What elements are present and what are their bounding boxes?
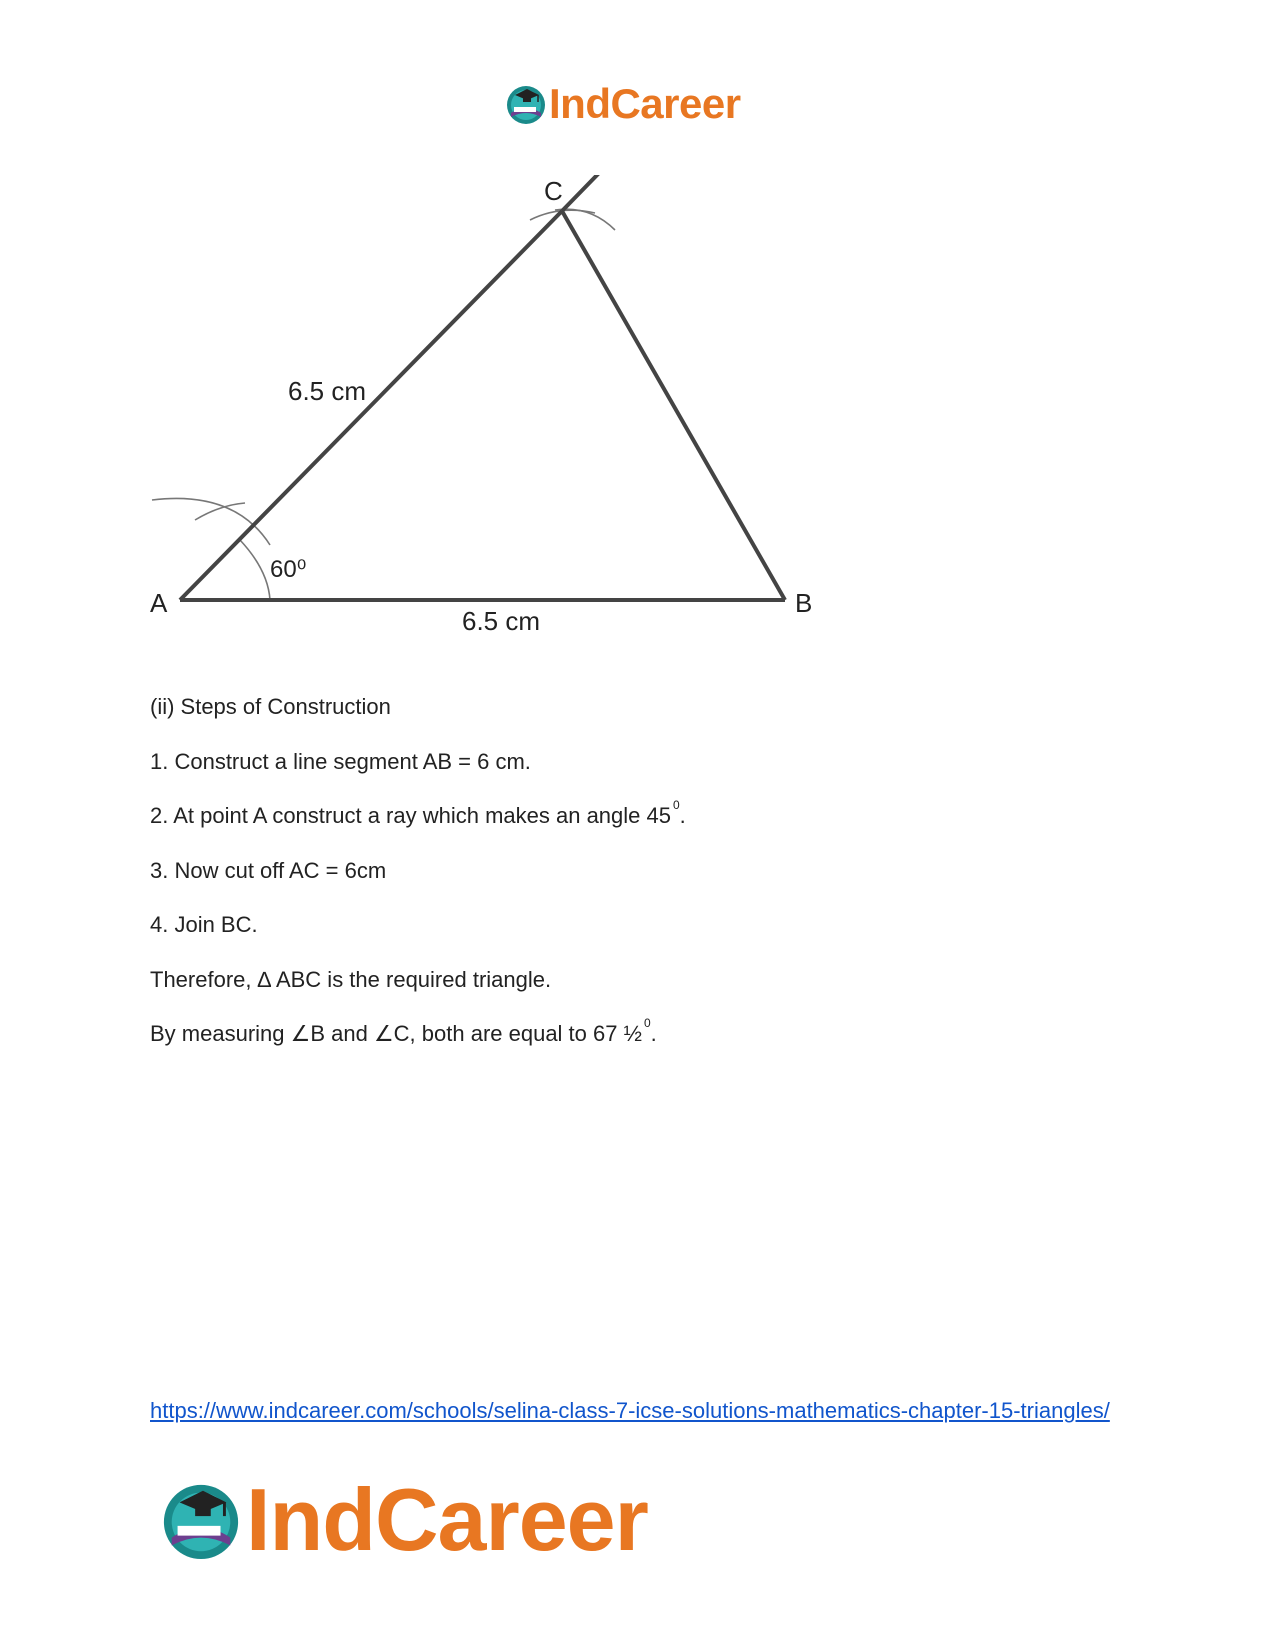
ray-extension [562,175,600,211]
step-4: 4. Join BC. [150,912,258,937]
step-2 [150,798,1150,830]
degree-sup: 0 [672,798,680,812]
vertex-a-label: A [150,588,168,618]
construction-heading: (ii) Steps of Construction [150,694,391,719]
side-bc [562,211,785,600]
graduation-globe-icon [505,83,547,125]
logo-text: IndCareer [246,1470,648,1569]
degree-sup: 0 [643,1016,651,1030]
side-ac [180,211,562,600]
step-2-end: . [679,803,686,828]
measurement-text: By measuring ∠B and ∠C, both are equal to 67 ½ [150,1021,642,1046]
side-ab-label: 6.5 cm [462,606,541,636]
triangle-diagram [140,175,860,655]
measurement-end: . [650,1021,657,1046]
angle-a-label: 60⁰ [270,556,307,583]
step-2-text: 2. At point A construct a ray which makes an angle 45 [150,803,671,828]
step-3: 3. Now cut off AC = 6cm [150,857,387,883]
arc-angle-60 [240,540,270,600]
solution-content [150,693,1150,1075]
arc-a-outer [152,498,270,545]
logo-text: IndCareer [549,80,741,127]
header-logo [505,80,741,128]
step-1: 1. Construct a line segment AB = 6 cm. [150,748,531,774]
side-ac-label: 6.5 cm [288,376,367,406]
vertex-c-label: C [544,176,563,206]
graduation-globe-icon [160,1479,242,1561]
source-link[interactable]: https://www.indcareer.com/schools/selina-class-7-icse-solutions-mathematics-chapter-15-triangles/ [150,1398,1110,1423]
measurement [150,1016,1150,1048]
conclusion: Therefore, ∆ ABC is the required triangle. [150,966,552,992]
vertex-b-label: B [795,588,813,618]
footer-logo [160,1470,648,1570]
